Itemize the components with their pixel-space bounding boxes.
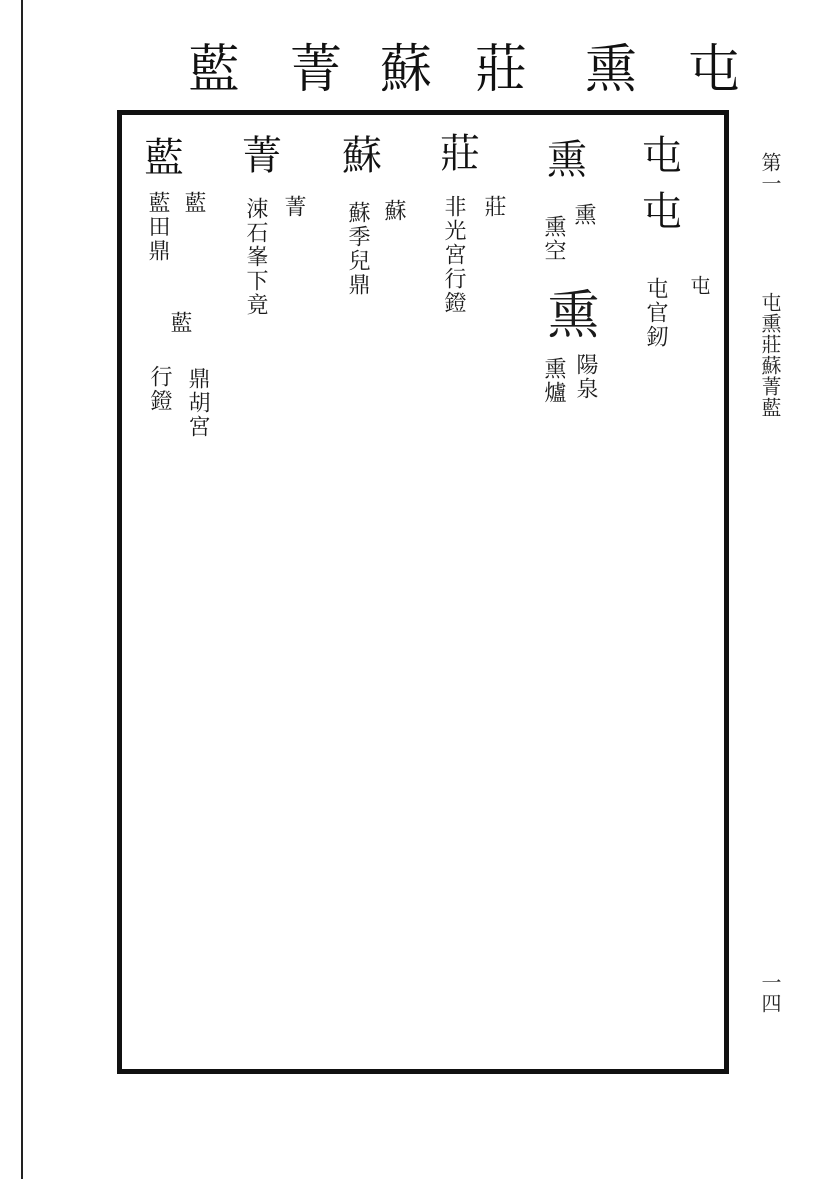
header-char-3: 莊 (475, 40, 528, 100)
entry-line: 藍田鼎 (145, 191, 170, 263)
entry-line: 菁 (281, 195, 306, 219)
page-left-border (21, 0, 23, 1179)
entry-head: 菁 (242, 133, 282, 179)
entry-line: 行鐙 (147, 365, 172, 413)
entry-line: 屯官釰 (643, 277, 668, 349)
entry-line: 莊 (481, 195, 506, 219)
header-char-6: 藍 (188, 40, 241, 100)
entry-line: 熏 (571, 203, 596, 227)
entry-head: 屯 (642, 133, 682, 179)
entry-line: 陽泉 (573, 353, 598, 401)
header-char-5: 菁 (290, 40, 343, 100)
entry-line: 熏空 (541, 215, 566, 263)
entry-big-char: 熏 (538, 287, 598, 341)
entry-line: 鼎胡宮 (185, 367, 210, 439)
page-number: 一四 (758, 972, 782, 1014)
entry-head: 莊 (440, 131, 480, 177)
chapter-label: 第一 (758, 152, 782, 194)
entry-line: 蘇 (381, 199, 406, 223)
header-char-4: 蘇 (380, 40, 433, 100)
entry-line: 熏爐 (541, 357, 566, 405)
entry-line: 非光宮行鐙 (441, 195, 466, 315)
header-row (150, 40, 740, 110)
entry-seal: 屯 (642, 189, 682, 235)
margin-heading: 屯熏莊蘇菁藍 (758, 292, 782, 418)
entry-head: 藍 (144, 135, 184, 181)
entry-line: 藍 (167, 311, 192, 335)
header-char-1: 屯 (688, 40, 741, 100)
content-frame (117, 110, 729, 1074)
entry-column (642, 133, 682, 235)
entry-line: 涑石峯下竟 (243, 197, 268, 317)
entry-line: 藍 (181, 191, 206, 215)
entry-line: 屯 (687, 275, 711, 297)
entry-line: 蘇季兒鼎 (345, 201, 370, 297)
entry-head: 蘇 (342, 133, 382, 179)
header-char-2: 熏 (585, 40, 638, 100)
entry-head: 熏 (547, 137, 587, 183)
